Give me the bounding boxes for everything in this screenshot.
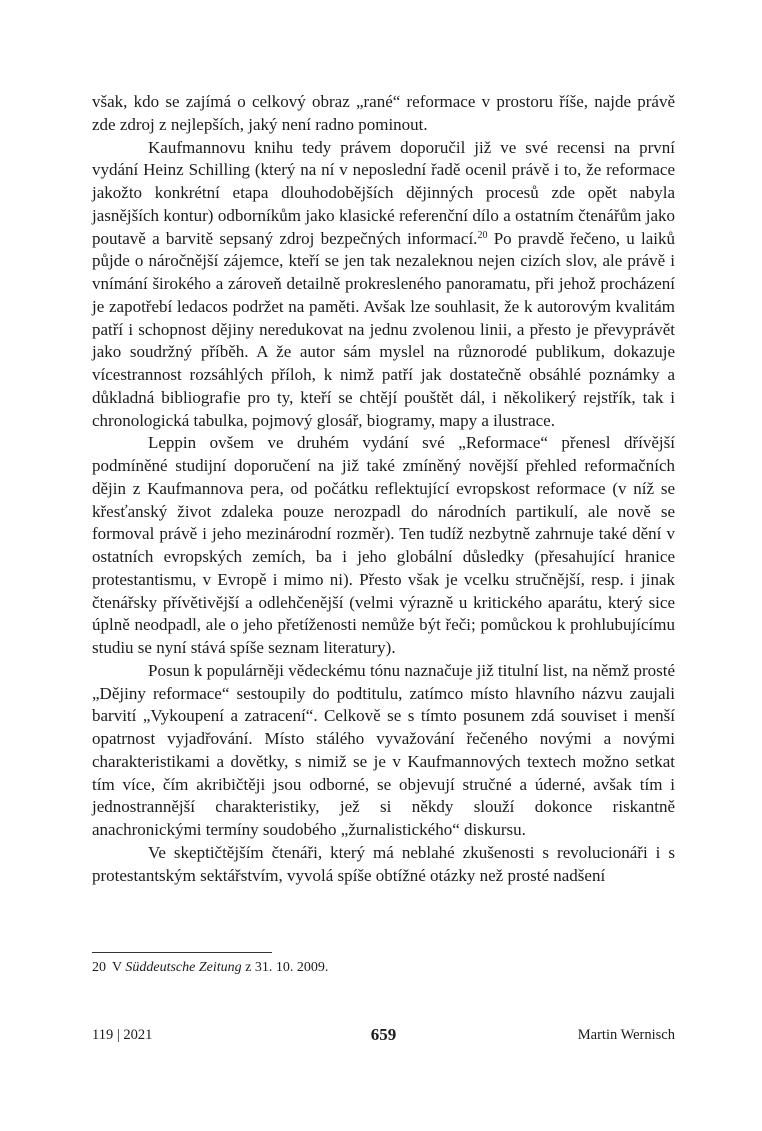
footnote-source-title: Süddeutsche Zeitung [125, 960, 242, 975]
page-footer [92, 1027, 675, 1051]
author-name: Martin Wernisch [577, 1027, 675, 1043]
paragraph: Posun k populárněji vědeckému tónu naznačuje již titulní list, na němž prosté „Dějiny reformace“ sestoupily do podtitulu, zatímco místo hlavního názvu zaujali barvití „Vykoupení a zatracení“. Celkově se s tímto posunem zdá souviset i menší opatrnost vyjadřování. Místo stálého vyvažování řečeného novými a novými charakteristikami a dovětky, s nimiž se je v Kaufmannových textech možno setkat tím více, čím akribičtěji jsou odborné, se objevují stručné a úderné, avšak tím i jednostrannější charakteristiky, jež si někdy slouží dokonce riskantně anachronickými termíny soudobého „žurnalistického“ diskursu. [92, 660, 675, 839]
footnote [92, 959, 675, 977]
paragraph: Ve skeptičtějším čtenáři, který má neblahé zkušenosti s revolucionáři i s protestantským sektářstvím, vyvolá spíše obtížné otázky než prosté nadšení [92, 842, 675, 885]
footnote-suffix: z 31. 10. 2009. [241, 960, 329, 975]
paragraph: však, kdo se zajímá o celkový obraz „rané“ reformace v prostoru říše, najde právě zde zdroj z nejlepších, jaký není radno pominout. [92, 92, 675, 134]
footnote-reference[interactable]: 20 [477, 229, 488, 241]
page-number: 659 [370, 1025, 397, 1044]
footnote-divider [92, 952, 272, 953]
paragraph-text: Kaufmannovu knihu tedy právem doporučil již ve své recensi na první vydání Heinz Schilling (který na ní v neposlední řadě ocenil právě i to, že reformace jakožto konkrétní etapa dlouhodobějších dějinných procesů zde opět nabyla jasnějších kontur) odborníkům jako klasické referenční dílo a ostatním čtenářům jako poutavě a barvitě sepsaný zdroj bezpečných informací. [92, 137, 675, 248]
footnote-number: 20 [92, 960, 106, 975]
paragraph [92, 137, 675, 433]
article-body [92, 91, 675, 887]
paragraph-text: Po pravdě řečeno, u laiků půjde o náročnější zájemce, kteří se jen tak nezaleknou nejen cizích slov, ale právě i vnímání širokého a zároveň detailně prokresleného panoramatu, při jehož procházení je zapotřebí ledacos podržet na paměti. Avšak lze souhlasit, že k autorovým kvalitám patří i schopnost dějiny neredukovat na jednu zvolenou linii, a přesto je převyprávět jako soudržný příběh. A že autor sám myslel na různorodé publikum, dokazuje vícestrannost rozsáhlých příloh, k nimž patří jak dostatečně obsáhlé poznámky a důkladná bibliografie pro ty, kteří se chtějí pouštět dál, i několikerý rejstřík, tak i chronologická tabulka, pojmový glosář, biogramy, mapy a ilustrace. [92, 228, 675, 430]
footnote-prefix: V [112, 960, 126, 975]
paragraph: Leppin ovšem ve druhém vydání své „Reformace“ přenesl dřívější podmíněné studijní doporučení na již také zmíněný novější přehled reformačních dějin z Kaufmannova pera, od počátku reflektující evropskost reformace (v níž se křesťanský život zdaleka pouze nerozpadl do národních partikulí, ale nově se formoval právě i jeho mezinárodní rozměr). Ten tudíž nezbytně zahrnuje také dění v ostatních evropských zemích, ba i jeho globální důsledky (přesahující hranice protestantismu, v Evropě i mimo ni). Přesto však je vcelku stručnější, resp. i jinak čtenářsky přívětivější a odlehčenější (velmi výrazně u kritického aparátu, který sice úplně neodpadl, ale o jeho přetíženosti nemůže být řeči; pomůckou k prohlubujícímu studiu se nyní stává spíše seznam literatury). [92, 433, 675, 657]
journal-issue: 119 | 2021 [92, 1027, 153, 1043]
